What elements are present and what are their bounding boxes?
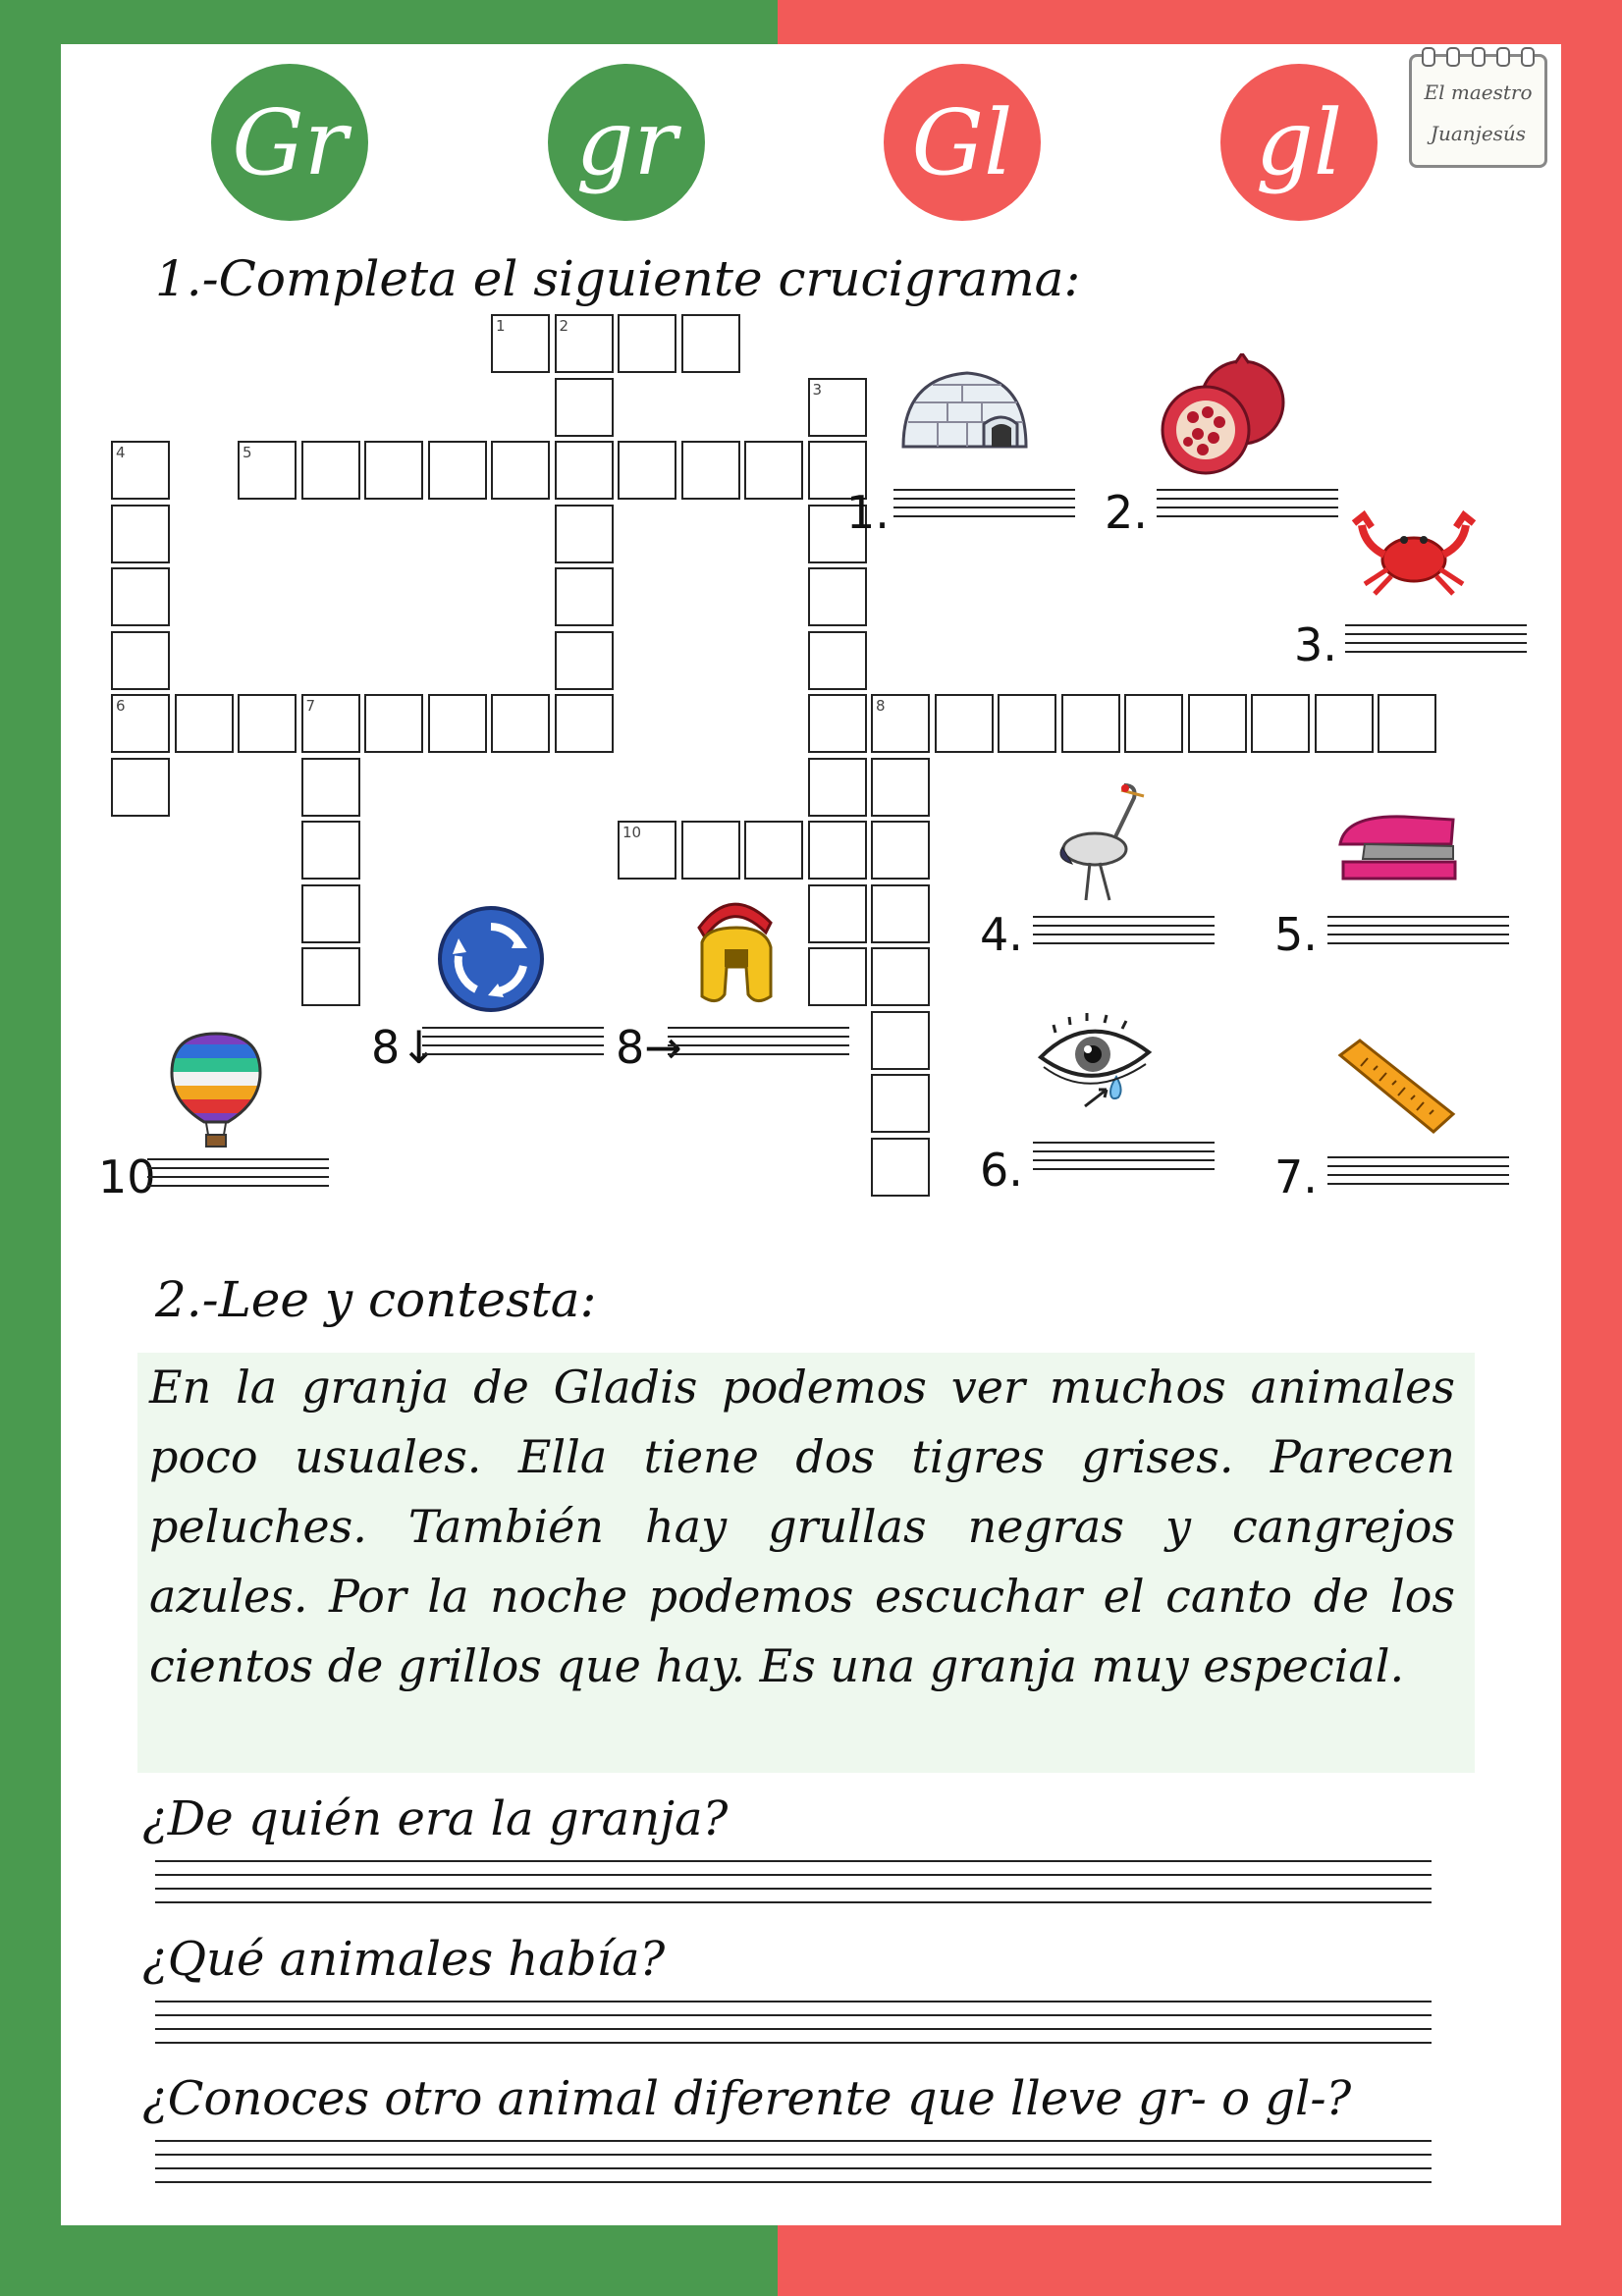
- badge-gl: gl: [1220, 64, 1378, 221]
- crossword-cell[interactable]: [871, 1074, 930, 1133]
- answer-lines-q2[interactable]: [155, 2001, 1432, 2057]
- crossword-cell[interactable]: [681, 441, 740, 500]
- crossword-cell-number: 3: [812, 380, 823, 399]
- crossword-cell[interactable]: [808, 694, 867, 753]
- crossword-cell[interactable]: [491, 441, 550, 500]
- crossword-cell[interactable]: [301, 441, 360, 500]
- answer-lines-6: [1033, 1142, 1215, 1177]
- crossword-cell[interactable]: [1251, 694, 1310, 753]
- reading-text: En la granja de Gladis podemos ver muchos animales poco usuales. Ella tiene dos tigres grises. Parecen peluches. También hay grullas negras y cangrejos azules. Por la noche podemos escuchar el canto de los cientos de grillos que hay. Es una granja muy especial.: [149, 1361, 1455, 1692]
- crab-icon: [1350, 506, 1478, 599]
- crossword-cell[interactable]: [175, 694, 234, 753]
- crossword-cell[interactable]: [238, 694, 297, 753]
- crossword-cell-number: 1: [496, 317, 506, 335]
- crossword-cell[interactable]: [428, 441, 487, 500]
- crossword-cell[interactable]: [808, 378, 867, 437]
- crossword-cell[interactable]: [808, 631, 867, 690]
- crossword-cell[interactable]: [1315, 694, 1374, 753]
- crossword-cell[interactable]: [555, 631, 614, 690]
- crossword-cell[interactable]: [871, 758, 930, 817]
- crossword-cell[interactable]: [808, 567, 867, 626]
- eye-tear-icon: [1036, 1013, 1154, 1116]
- crossword-cell[interactable]: [744, 821, 803, 880]
- crossword-cell[interactable]: [428, 694, 487, 753]
- crossword-cell[interactable]: [111, 505, 170, 563]
- crossword-cell[interactable]: [681, 314, 740, 373]
- crossword-cell[interactable]: [1061, 694, 1120, 753]
- answer-lines-8-down: [422, 1027, 604, 1062]
- crossword-cell[interactable]: [364, 441, 423, 500]
- crossword-cell-number: 6: [116, 697, 126, 715]
- crossword-cell-number: 10: [622, 824, 642, 841]
- stapler-icon: [1335, 805, 1458, 888]
- roundabout-sign-icon: [437, 905, 545, 1013]
- crossword-cell[interactable]: [111, 441, 170, 500]
- logo-line2: Juanjesús: [1430, 122, 1527, 145]
- crossword-cell[interactable]: [998, 694, 1056, 753]
- crossword-cell[interactable]: [1188, 694, 1247, 753]
- exercise1-title: 1.-Completa el siguiente crucigrama:: [155, 250, 1081, 307]
- clue-label-10: 10: [98, 1150, 156, 1203]
- clue-label-1: 1.: [846, 486, 890, 539]
- crossword-cell[interactable]: [364, 694, 423, 753]
- crossword-cell[interactable]: [301, 758, 360, 817]
- answer-lines-q3[interactable]: [155, 2140, 1432, 2197]
- crossword-cell[interactable]: [808, 947, 867, 1006]
- author-logo: [1409, 54, 1547, 168]
- crossword-cell[interactable]: [871, 947, 930, 1006]
- answer-lines-2: [1157, 489, 1338, 524]
- badge-Gl: Gl: [884, 64, 1041, 221]
- crossword-cell[interactable]: [555, 694, 614, 753]
- crossword-cell[interactable]: [1124, 694, 1183, 753]
- crossword-cell-number: 2: [559, 317, 569, 335]
- crossword-cell[interactable]: [555, 314, 614, 373]
- crossword-cell[interactable]: [301, 821, 360, 880]
- clue-label-2: 2.: [1105, 486, 1148, 539]
- crossword-cell[interactable]: [871, 1011, 930, 1070]
- crossword-cell[interactable]: [301, 694, 360, 753]
- crossword-cell[interactable]: [238, 441, 297, 500]
- crossword-cell[interactable]: [111, 694, 170, 753]
- answer-lines-3: [1345, 624, 1527, 660]
- exercise2-title: 2.-Lee y contesta:: [155, 1271, 597, 1328]
- crossword-cell[interactable]: [555, 378, 614, 437]
- answer-lines-8-across: [668, 1027, 849, 1062]
- answer-lines-4: [1033, 916, 1215, 951]
- ruler-icon: [1330, 1036, 1458, 1139]
- question-1: ¿De quién era la granja?: [142, 1791, 729, 1846]
- crossword-cell[interactable]: [301, 884, 360, 943]
- crossword-cell[interactable]: [808, 884, 867, 943]
- crossword-cell[interactable]: [1378, 694, 1436, 753]
- question-2: ¿Qué animales había?: [142, 1932, 666, 1987]
- clue-label-6: 6.: [980, 1144, 1023, 1197]
- crossword-cell[interactable]: [618, 314, 676, 373]
- answer-lines-10: [147, 1158, 329, 1194]
- answer-lines-5: [1327, 916, 1509, 951]
- crossword-cell[interactable]: [555, 567, 614, 626]
- crossword-cell-number: 5: [243, 444, 252, 461]
- clue-label-8-across: 8→: [616, 1021, 682, 1074]
- badge-Gr: Gr: [211, 64, 368, 221]
- crossword-cell[interactable]: [808, 758, 867, 817]
- crossword-cell[interactable]: [491, 694, 550, 753]
- crossword-cell[interactable]: [871, 694, 930, 753]
- crossword-cell[interactable]: [744, 441, 803, 500]
- clue-label-8-down: 8↓: [371, 1021, 438, 1074]
- igloo-icon: [893, 363, 1031, 456]
- crossword-cell[interactable]: [555, 505, 614, 563]
- crossword-cell-number: 8: [876, 697, 886, 715]
- badge-gr: gr: [548, 64, 705, 221]
- answer-lines-1: [893, 489, 1075, 524]
- crossword-cell[interactable]: [491, 314, 550, 373]
- crossword-cell-number: 4: [116, 444, 126, 461]
- crossword-cell[interactable]: [301, 947, 360, 1006]
- crossword-cell[interactable]: [555, 441, 614, 500]
- crossword-cell[interactable]: [871, 884, 930, 943]
- crossword-cell[interactable]: [111, 567, 170, 626]
- crossword-cell[interactable]: [935, 694, 994, 753]
- crossword-cell[interactable]: [111, 758, 170, 817]
- question-3: ¿Conoces otro animal diferente que lleve gr- o gl-?: [142, 2071, 1352, 2126]
- crossword-cell[interactable]: [111, 631, 170, 690]
- clue-label-3: 3.: [1294, 618, 1337, 671]
- crossword-cell[interactable]: [618, 821, 676, 880]
- clue-label-4: 4.: [980, 908, 1023, 961]
- crossword-cell-number: 7: [305, 697, 316, 715]
- crossword-cell[interactable]: [681, 821, 740, 880]
- hot-air-balloon-icon: [167, 1029, 265, 1151]
- crossword-cell[interactable]: [871, 821, 930, 880]
- gladiator-helmet-icon: [687, 888, 785, 1016]
- crossword-cell[interactable]: [618, 441, 676, 500]
- answer-lines-7: [1327, 1156, 1509, 1192]
- clue-label-5: 5.: [1274, 908, 1318, 961]
- answer-lines-q1[interactable]: [155, 1860, 1432, 1917]
- crane-bird-icon: [1051, 780, 1149, 908]
- crossword-cell[interactable]: [808, 821, 867, 880]
- crossword-cell[interactable]: [871, 1138, 930, 1197]
- pomegranate-icon: [1159, 353, 1286, 481]
- clue-label-7: 7.: [1274, 1150, 1318, 1203]
- logo-line1: El maestro: [1424, 80, 1533, 104]
